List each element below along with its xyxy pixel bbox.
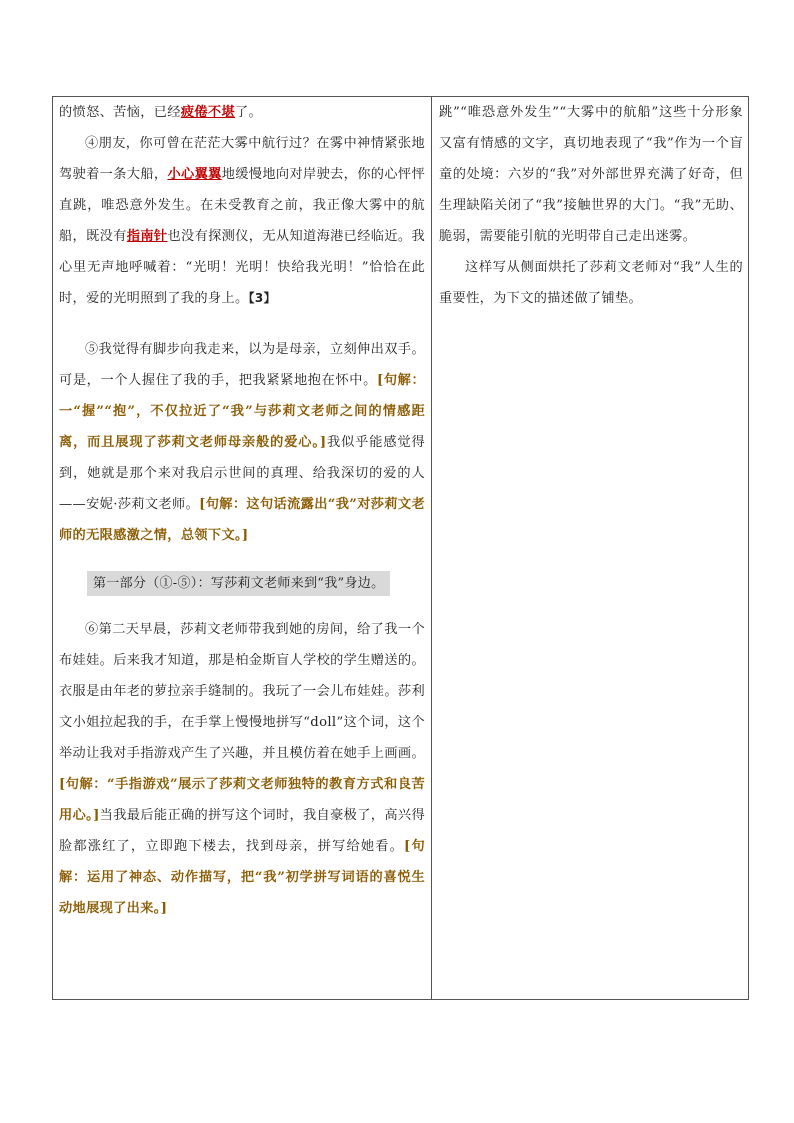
commentary-column xyxy=(439,97,743,314)
commentary-paragraph: 跳”“唯恐意外发生”“大雾中的航船”这些十分形象又富有情感的文字，真切地表现了“我”作为一个盲童的处境：六岁的“我”对外部世界充满了好奇，但生理缺陷关闭了“我”接触世界的大门。“我”无助、脆弱，需要能引航的光明带自己走出迷雾。 xyxy=(439,105,743,244)
paragraph-4: ④朋友，你可曾在茫茫大雾中航行过？在雾中神情紧张地驾驶着一条大船，小心翼翼地缓慢地向对岸驶去，你的心怦怦直跳，唯恐意外发生。在未受教育之前，我正像大雾中的航船，既没有指南针也没有探测仪，无从知道海港已经临近。我心里无声地呼喊着：“光明！光明！快给我光明！”恰恰在此时，爱的光明照到了我的身上。【3】 xyxy=(59,136,426,306)
keyword-highlight: 疲倦不堪 xyxy=(180,105,235,120)
keyword-highlight: 指南针 xyxy=(126,229,168,244)
annotation-tag: 【3】 xyxy=(248,291,276,305)
sentence-note: [句解：这句话流露出“我”对莎莉文老师的无限感激之情，总领下文。] xyxy=(59,497,425,543)
commentary-paragraph: 这样写从侧面烘托了莎莉文老师对“我”人生的重要性，为下文的描述做了铺垫。 xyxy=(439,260,743,306)
sentence-note: [句解：运用了神态、动作描写，把“我”初学拼写词语的喜悦生动地展现了出来。] xyxy=(59,839,425,916)
analysis-table xyxy=(52,96,749,1000)
keyword-highlight: 小心翼翼 xyxy=(167,167,222,182)
sentence-note: [句解：一“握”“抱”，不仅拉近了“我”与莎莉文老师之间的情感距离，而且展现了莎莉文老师母亲般的爱心。] xyxy=(59,373,425,450)
sentence-note: [句解：“手指游戏”展示了莎莉文老师独特的教育方式和良苦用心。] xyxy=(59,777,425,823)
text-column xyxy=(59,97,425,924)
paragraph-3-end: 的愤怒、苦恼，已经疲倦不堪了。 xyxy=(59,105,263,120)
section-summary: 第一部分（①-⑤）：写莎莉文老师来到“我”身边。 xyxy=(87,571,390,596)
paragraph-5: ⑤我觉得有脚步向我走来，以为是母亲，立刻伸出双手。可是，一个人握住了我的手，把我紧紧地抱在怀中。[句解：一“握”“抱”，不仅拉近了“我”与莎莉文老师之间的情感距离，而且展现了莎莉文老师母亲般的爱心。]我似乎能感觉得到，她就是那个来对我启示世间的真理、给我深切的爱的人——安妮·莎莉文老师。[句解：这句话流露出“我”对莎莉文老师的无限感激之情，总领下文。] xyxy=(59,342,426,543)
paragraph-6: ⑥第二天早晨，莎莉文老师带我到她的房间，给了我一个布娃娃。后来我才知道，那是柏金斯盲人学校的学生赠送的。衣服是由年老的萝拉亲手缝制的。我玩了一会儿布娃娃。莎利文小姐拉起我的手，在手掌上慢慢地拼写“doll”这个词，这个举动让我对手指游戏产生了兴趣，并且模仿着在她手上画画。[句解：“手指游戏”展示了莎莉文老师独特的教育方式和良苦用心。]当我最后能正确的拼写这个词时，我自豪极了，高兴得脸都涨红了，立即跑下楼去，找到母亲，拼写给她看。[句解：运用了神态、动作描写，把“我”初学拼写词语的喜悦生动地展现了出来。] xyxy=(59,622,425,916)
column-divider xyxy=(431,97,432,999)
